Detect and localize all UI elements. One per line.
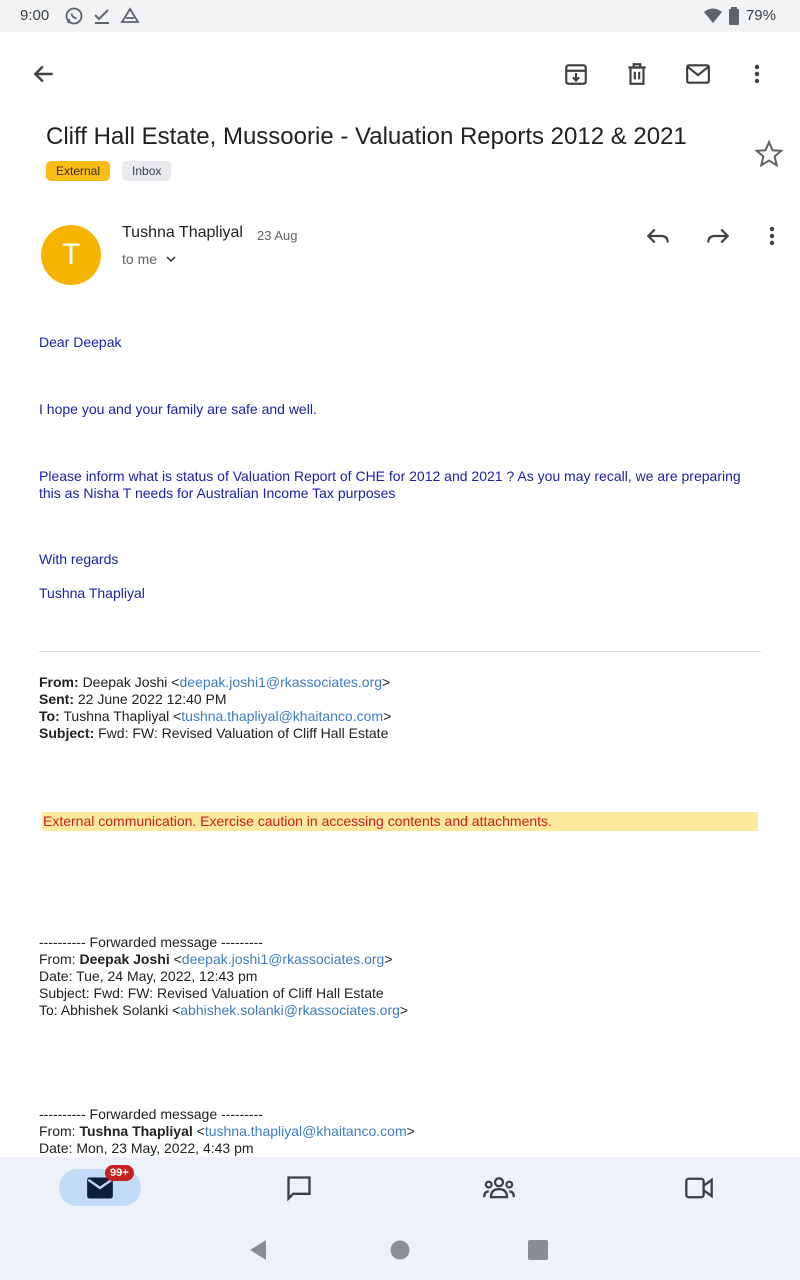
more-vert-icon bbox=[760, 224, 784, 248]
delete-button[interactable] bbox=[617, 54, 657, 94]
trash-icon bbox=[624, 61, 650, 87]
forward1-subject: Subject: Fwd: FW: Revised Valuation of Cliff Hall Estate bbox=[39, 985, 384, 1001]
external-warning-banner: External communication. Exercise caution in accessing contents and attachments. bbox=[42, 812, 758, 831]
label-external[interactable]: External bbox=[46, 161, 110, 181]
back-arrow-icon bbox=[31, 61, 57, 87]
email-link[interactable]: abhishek.solanki@rkassociates.org bbox=[180, 1002, 400, 1018]
video-camera-icon bbox=[684, 1175, 714, 1201]
email-link[interactable]: deepak.joshi1@rkassociates.org bbox=[181, 951, 385, 967]
more-options-button[interactable] bbox=[737, 54, 777, 94]
forward-button[interactable] bbox=[700, 218, 736, 254]
body-regards: With regards bbox=[39, 551, 119, 567]
star-icon[interactable] bbox=[754, 139, 784, 169]
system-back-icon[interactable] bbox=[246, 1238, 270, 1262]
quoted-subject: Subject: Fwd: FW: Revised Valuation of Cliff Hall Estate bbox=[39, 725, 389, 741]
mail-icon bbox=[684, 61, 712, 87]
label-inbox[interactable]: Inbox bbox=[122, 161, 171, 181]
battery-icon bbox=[727, 6, 741, 26]
email-link[interactable]: tushna.thapliyal@khaitanco.com bbox=[181, 708, 384, 724]
forward2-from: From: Tushna Thapliyal <tushna.thapliyal@khaitanco.com> bbox=[39, 1123, 415, 1139]
status-time: 9:00 bbox=[20, 7, 50, 24]
reply-button[interactable] bbox=[640, 218, 676, 254]
nav-meet[interactable] bbox=[658, 1169, 740, 1206]
chat-icon bbox=[285, 1174, 313, 1202]
recipient-details-toggle[interactable] bbox=[122, 251, 179, 267]
tasks-check-icon bbox=[92, 6, 112, 26]
quoted-from: From: Deepak Joshi <deepak.joshi1@rkassociates.org> bbox=[39, 674, 391, 690]
sender-name: Tushna Thapliyal bbox=[122, 224, 243, 241]
sender-date: 23 Aug bbox=[257, 228, 298, 243]
battery-percent: 79% bbox=[745, 7, 776, 24]
more-vert-icon bbox=[745, 62, 769, 86]
system-recents-icon[interactable] bbox=[526, 1238, 550, 1262]
nav-spaces[interactable] bbox=[458, 1169, 540, 1206]
forward1-header: ---------- Forwarded message --------- bbox=[39, 934, 263, 950]
avatar[interactable]: T bbox=[41, 225, 101, 285]
back-button[interactable] bbox=[24, 54, 64, 94]
quoted-sent: Sent: 22 June 2022 12:40 PM bbox=[39, 691, 227, 707]
body-line2: Please inform what is status of Valuation Report of CHE for 2012 and 2021 ? As you may recall, we are preparing this as Nisha T needs for Australian Income Tax purposes bbox=[39, 468, 741, 501]
nav-mail[interactable] bbox=[59, 1169, 141, 1206]
email-link[interactable]: deepak.joshi1@rkassociates.org bbox=[179, 674, 383, 690]
system-home-icon[interactable] bbox=[388, 1238, 412, 1262]
label-chips bbox=[46, 161, 171, 181]
forward1-date: Date: Tue, 24 May, 2022, 12:43 pm bbox=[39, 968, 258, 984]
body-signature: Tushna Thapliyal bbox=[39, 585, 145, 601]
mark-unread-button[interactable] bbox=[678, 54, 718, 94]
email-link[interactable]: tushna.thapliyal@khaitanco.com bbox=[204, 1123, 407, 1139]
top-app-bar bbox=[0, 32, 800, 112]
spaces-people-icon bbox=[483, 1175, 515, 1201]
wifi-icon bbox=[703, 6, 723, 26]
archive-button[interactable] bbox=[556, 54, 596, 94]
forward2-date: Date: Mon, 23 May, 2022, 4:43 pm bbox=[39, 1140, 254, 1156]
whatsapp-icon bbox=[64, 6, 84, 26]
forward1-from: From: Deepak Joshi <deepak.joshi1@rkassociates.org> bbox=[39, 951, 393, 967]
email-subject: Cliff Hall Estate, Mussoorie - Valuation Reports 2012 & 2021 bbox=[46, 123, 687, 150]
archive-icon bbox=[563, 61, 589, 87]
body-greeting: Dear Deepak bbox=[39, 334, 122, 350]
to-me-label: to me bbox=[122, 251, 158, 267]
status-bar bbox=[0, 0, 800, 32]
nav-chat[interactable] bbox=[258, 1169, 340, 1206]
reply-icon bbox=[645, 223, 671, 249]
unread-badge: 99+ bbox=[105, 1165, 134, 1181]
forward1-to: To: Abhishek Solanki <abhishek.solanki@rkassociates.org> bbox=[39, 1002, 409, 1018]
chevron-down-icon bbox=[163, 251, 179, 267]
body-line1: I hope you and your family are safe and well. bbox=[39, 401, 317, 417]
quoted-to: To: Tushna Thapliyal <tushna.thapliyal@khaitanco.com> bbox=[39, 708, 392, 724]
forward-icon bbox=[705, 223, 731, 249]
forward2-header: ---------- Forwarded message --------- bbox=[39, 1106, 263, 1122]
quote-divider bbox=[39, 651, 761, 652]
message-more-button[interactable] bbox=[754, 218, 790, 254]
drive-icon bbox=[120, 6, 140, 26]
